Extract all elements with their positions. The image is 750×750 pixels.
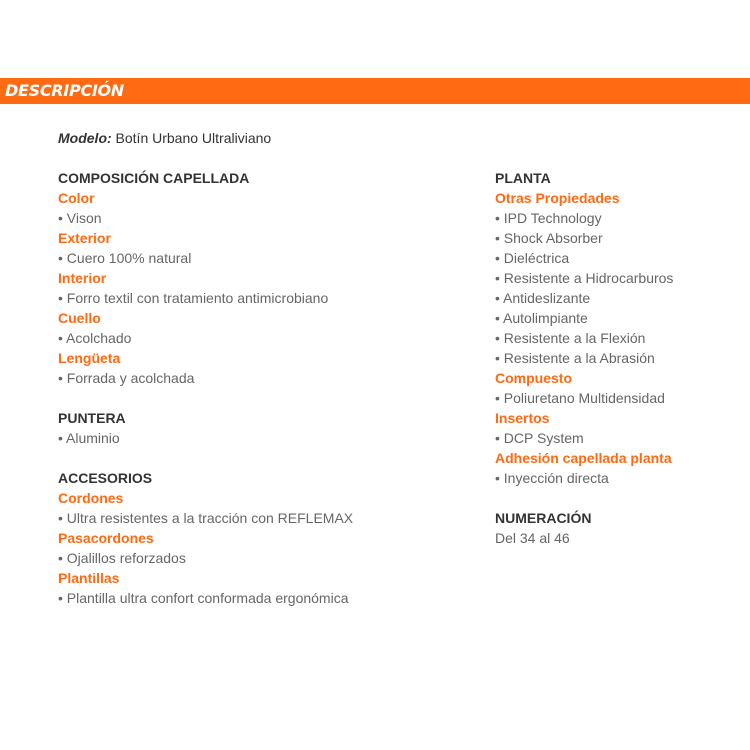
description-banner <box>0 78 750 104</box>
insertos-label: Insertos <box>495 410 550 426</box>
cuello-value: • Acolchado <box>58 330 132 346</box>
pasacordones-value: • Ojalillos reforzados <box>58 550 186 566</box>
puntera-value: • Aluminio <box>58 430 120 446</box>
cordones-label: Cordones <box>58 490 124 506</box>
color-value: • Vison <box>58 210 102 226</box>
model-value: Botín Urbano Ultraliviano <box>115 130 272 146</box>
model-line <box>58 128 271 148</box>
lengueta-value: • Forrada y acolchada <box>58 370 195 386</box>
lengueta-label: Lengüeta <box>58 350 121 366</box>
model-label: Modelo: <box>58 130 112 146</box>
compuesto-label: Compuesto <box>495 370 572 386</box>
left-column <box>58 168 353 608</box>
right-column <box>495 168 673 548</box>
adhesion-label: Adhesión capellada planta <box>495 450 672 466</box>
insertos-value: • DCP System <box>495 430 584 446</box>
list-item: • Antideslizante <box>495 290 591 306</box>
puntera-heading: PUNTERA <box>58 410 126 426</box>
cuello-label: Cuello <box>58 310 101 326</box>
compuesto-value: • Poliuretano Multidensidad <box>495 390 665 406</box>
plantillas-value: • Plantilla ultra confort conformada ergonómica <box>58 590 349 606</box>
cordones-value: • Ultra resistentes a la tracción con REFLEMAX <box>58 510 354 526</box>
planta-heading: PLANTA <box>495 170 551 186</box>
list-item: • Shock Absorber <box>495 230 603 246</box>
list-item: • Dieléctrica <box>495 250 570 266</box>
numeracion-heading: NUMERACIÓN <box>495 510 592 526</box>
pasacordones-label: Pasacordones <box>58 530 154 546</box>
banner-title: DESCRIPCIÓN <box>5 81 124 100</box>
list-item: • Resistente a la Flexión <box>495 330 646 346</box>
interior-value: • Forro textil con tratamiento antimicrobiano <box>58 290 329 306</box>
exterior-value: • Cuero 100% natural <box>58 250 192 266</box>
list-item: • Autolimpiante <box>495 310 588 326</box>
exterior-label: Exterior <box>58 230 111 246</box>
spacer <box>58 448 353 468</box>
color-label: Color <box>58 190 95 206</box>
numeracion-value: Del 34 al 46 <box>495 530 570 546</box>
accesorios-heading: ACCESORIOS <box>58 470 153 486</box>
list-item: • Resistente a la Abrasión <box>495 350 655 366</box>
plantillas-label: Plantillas <box>58 570 120 586</box>
spacer <box>58 388 353 408</box>
list-item: • Resistente a Hidrocarburos <box>495 270 674 286</box>
composicion-heading: COMPOSICIÓN CAPELLADA <box>58 170 250 186</box>
otras-propiedades-label: Otras Propiedades <box>495 190 620 206</box>
spacer <box>495 488 673 508</box>
list-item: • IPD Technology <box>495 210 602 226</box>
adhesion-value: • Inyección directa <box>495 470 609 486</box>
interior-label: Interior <box>58 270 107 286</box>
